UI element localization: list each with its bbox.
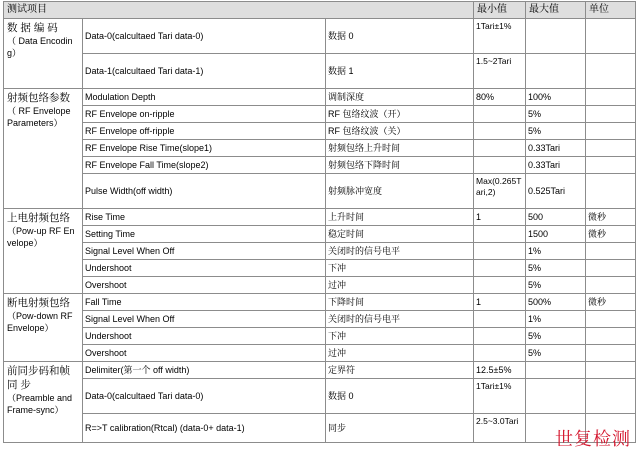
max-value-cell: 5% <box>526 260 586 277</box>
min-value-cell <box>474 345 526 362</box>
header-max: 最大值 <box>526 2 586 19</box>
table-row <box>4 19 636 54</box>
max-value-cell: 5% <box>526 277 586 294</box>
max-value-cell: 1% <box>526 311 586 328</box>
min-value-cell: 12.5±5% <box>474 362 526 379</box>
description-cell: 下降时间 <box>326 294 474 311</box>
max-value-cell <box>526 362 586 379</box>
parameter-cell: Data-1(calcultaed Tari data-1) <box>83 54 326 89</box>
table-row <box>4 328 636 345</box>
spec-table <box>3 1 636 443</box>
table-row <box>4 54 636 89</box>
table-row <box>4 362 636 379</box>
table-row <box>4 106 636 123</box>
max-value-cell: 5% <box>526 123 586 140</box>
description-cell: 同步 <box>326 414 474 443</box>
min-value-cell <box>474 311 526 328</box>
description-cell: 射频包络上升时间 <box>326 140 474 157</box>
max-value-cell <box>526 54 586 89</box>
section-title: 断电射频包络 <box>7 297 70 309</box>
parameter-cell: Undershoot <box>83 328 326 345</box>
min-value-cell: 1.5~2Tari <box>474 54 526 89</box>
table-row <box>4 123 636 140</box>
description-cell: 数据 0 <box>326 379 474 414</box>
description-cell: 稳定时间 <box>326 226 474 243</box>
table-row <box>4 209 636 226</box>
parameter-cell: Fall Time <box>83 294 326 311</box>
parameter-cell: RF Envelope Fall Time(slope2) <box>83 157 326 174</box>
section-subtitle: （Pow-up RF Envelope） <box>7 226 75 248</box>
table-row <box>4 345 636 362</box>
parameter-cell: Overshoot <box>83 277 326 294</box>
unit-cell: 微秒 <box>586 294 636 311</box>
max-value-cell: 1500 <box>526 226 586 243</box>
min-value-cell: 1 <box>474 209 526 226</box>
table-row <box>4 379 636 414</box>
description-cell: 过冲 <box>326 277 474 294</box>
header-row <box>4 2 636 19</box>
parameter-cell: Setting Time <box>83 226 326 243</box>
table-row <box>4 260 636 277</box>
unit-cell <box>586 89 636 106</box>
unit-cell <box>586 106 636 123</box>
parameter-cell: Data-0(calcultaed Tari data-0) <box>83 19 326 54</box>
min-value-cell: 80% <box>474 89 526 106</box>
parameter-cell: RF Envelope on-ripple <box>83 106 326 123</box>
unit-cell <box>586 19 636 54</box>
section-title: 射频包络参数 <box>7 92 70 104</box>
max-value-cell: 0.525Tari <box>526 174 586 209</box>
watermark: 世复检测 <box>555 429 631 450</box>
parameter-cell: Data-0(calcultaed Tari data-0) <box>83 379 326 414</box>
description-cell: 数据 1 <box>326 54 474 89</box>
section-subtitle: （ RF Envelope Parameters） <box>7 106 71 128</box>
parameter-cell: RF Envelope off-ripple <box>83 123 326 140</box>
unit-cell <box>586 345 636 362</box>
table-row <box>4 140 636 157</box>
unit-cell <box>586 123 636 140</box>
unit-cell <box>586 243 636 260</box>
parameter-cell: Overshoot <box>83 345 326 362</box>
table-row <box>4 89 636 106</box>
max-value-cell <box>526 19 586 54</box>
min-value-cell <box>474 328 526 345</box>
min-value-cell: 1 <box>474 294 526 311</box>
max-value-cell: 5% <box>526 328 586 345</box>
parameter-cell: Signal Level When Off <box>83 243 326 260</box>
max-value-cell: 5% <box>526 106 586 123</box>
max-value-cell: 5% <box>526 345 586 362</box>
parameter-cell: Pulse Width(off width) <box>83 174 326 209</box>
max-value-cell: 0.33Tari <box>526 140 586 157</box>
min-value-cell <box>474 123 526 140</box>
max-value-cell: 500% <box>526 294 586 311</box>
parameter-cell: R=>T calibration(Rtcal) (data-0+ data-1) <box>83 414 326 443</box>
min-value-cell <box>474 277 526 294</box>
table-row <box>4 277 636 294</box>
description-cell: 过冲 <box>326 345 474 362</box>
unit-cell <box>586 277 636 294</box>
unit-cell <box>586 54 636 89</box>
max-value-cell: 100% <box>526 89 586 106</box>
unit-cell <box>586 362 636 379</box>
table-row <box>4 174 636 209</box>
section-title-cell <box>4 209 83 294</box>
max-value-cell: 500 <box>526 209 586 226</box>
section-title: 上电射频包络 <box>7 212 70 224</box>
unit-cell: 微秒 <box>586 209 636 226</box>
min-value-cell <box>474 157 526 174</box>
parameter-cell: Rise Time <box>83 209 326 226</box>
min-value-cell: 1Tari±1% <box>474 379 526 414</box>
max-value-cell: 0.33Tari <box>526 157 586 174</box>
min-value-cell <box>474 106 526 123</box>
unit-cell <box>586 328 636 345</box>
min-value-cell: 2.5~3.0Tari <box>474 414 526 443</box>
table-row <box>4 414 636 443</box>
description-cell: 定界符 <box>326 362 474 379</box>
description-cell: 关闭时的信号电平 <box>326 311 474 328</box>
description-cell: 射频包络下降时间 <box>326 157 474 174</box>
parameter-cell: Modulation Depth <box>83 89 326 106</box>
min-value-cell <box>474 140 526 157</box>
table-row <box>4 226 636 243</box>
min-value-cell: 1Tari±1% <box>474 19 526 54</box>
min-value-cell <box>474 226 526 243</box>
section-title: 数 据 编 码 <box>7 22 58 34</box>
max-value-cell <box>526 379 586 414</box>
table-row <box>4 294 636 311</box>
table-row <box>4 243 636 260</box>
parameter-cell: RF Envelope Rise Time(slope1) <box>83 140 326 157</box>
description-cell: RF 包络纹波（关） <box>326 123 474 140</box>
section-title-cell <box>4 19 83 89</box>
description-cell: 关闭时的信号电平 <box>326 243 474 260</box>
unit-cell <box>586 174 636 209</box>
description-cell: 下冲 <box>326 328 474 345</box>
section-subtitle: （ Data Encoding） <box>7 36 73 58</box>
header-min: 最小值 <box>474 2 526 19</box>
description-cell: 射频脉冲宽度 <box>326 174 474 209</box>
header-unit: 单位 <box>586 2 636 19</box>
unit-cell: 微秒 <box>586 226 636 243</box>
description-cell: RF 包络纹波（开） <box>326 106 474 123</box>
header-item: 测试项目 <box>4 2 474 19</box>
section-title: 前同步码和帧 同 步 <box>7 365 70 391</box>
unit-cell <box>586 140 636 157</box>
min-value-cell <box>474 243 526 260</box>
parameter-cell: Undershoot <box>83 260 326 277</box>
unit-cell <box>586 379 636 414</box>
section-subtitle: （Pow-down RF Envelope） <box>7 311 73 333</box>
min-value-cell: Max(0.265Tari,2) <box>474 174 526 209</box>
description-cell: 数据 0 <box>326 19 474 54</box>
description-cell: 上升时间 <box>326 209 474 226</box>
description-cell: 下冲 <box>326 260 474 277</box>
table-row <box>4 311 636 328</box>
max-value-cell: 1% <box>526 243 586 260</box>
unit-cell <box>586 311 636 328</box>
section-title-cell <box>4 294 83 362</box>
unit-cell <box>586 260 636 277</box>
unit-cell <box>586 157 636 174</box>
section-title-cell <box>4 362 83 443</box>
parameter-cell: Delimiter(第一个 off width) <box>83 362 326 379</box>
section-subtitle: （Preamble and Frame-sync） <box>7 393 73 415</box>
parameter-cell: Signal Level When Off <box>83 311 326 328</box>
table-row <box>4 157 636 174</box>
section-title-cell <box>4 89 83 209</box>
min-value-cell <box>474 260 526 277</box>
description-cell: 调制深度 <box>326 89 474 106</box>
